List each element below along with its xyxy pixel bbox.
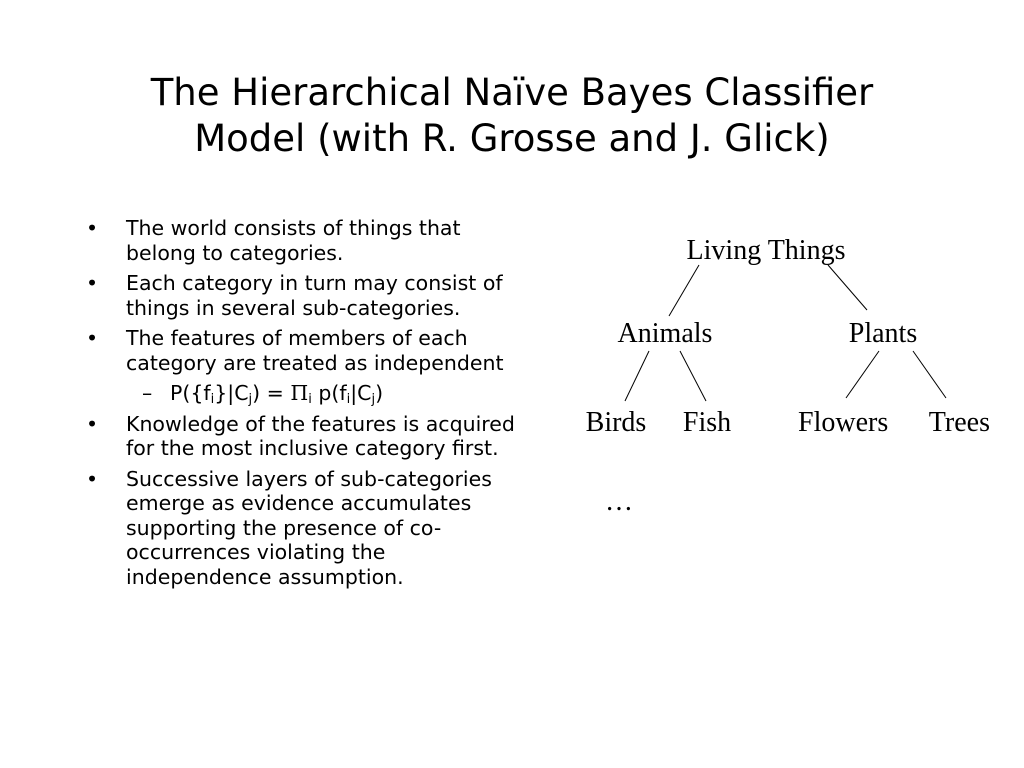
bullet-dot: • [86,271,99,295]
bullet-dot: • [86,411,99,436]
bullet-text: The world consists of things that belong to categories. [126,216,461,265]
formula-part: P({f [170,381,211,405]
bullet-text: Each category in turn may consist of things in several sub-categories. [126,271,503,320]
tree-edge [828,265,867,310]
formula-subscript: i [210,392,215,407]
title-line-1: The Hierarchical Naïve Bayes Classifier [150,71,874,114]
bullet-dot: • [86,466,99,491]
tree-node-fish: Fish [682,407,732,438]
formula-part: }|C [214,381,249,405]
product-symbol: Π [290,381,309,405]
formula-subscript: i [346,392,351,407]
formula-part: p(f [311,381,347,405]
bullet-dot: • [86,216,99,240]
formula-part: ) [375,381,384,405]
tree-node-birds: Birds [585,407,647,438]
title-line-2: Model (with R. Grosse and J. Glick) [194,117,830,160]
formula-subscript: j [248,392,253,407]
bullet-dot: • [86,326,99,350]
tree-node-animals: Animals [617,318,713,349]
bullet-text: Knowledge of the features is acquired for the most inclusive category first. [126,411,515,460]
formula-part: |C [350,381,372,405]
formula-subscript: i [308,392,312,407]
tree-edge [625,351,649,401]
tree-node-flowers: Flowers [798,407,889,438]
tree-node-trees: Trees [928,407,990,438]
sub-bullet-dash: – [142,381,153,405]
tree-edge [669,265,699,316]
formula-part: ) = [252,381,291,405]
tree-edge [846,351,879,398]
bullet-text: Successive layers of sub-categories emerge as evidence accumulates supporting the presence of co-occurrences violating the independence assumption. [126,466,492,589]
formula-subscript: j [371,392,376,407]
bullet-text: The features of members of each category are treated as independent [126,326,504,375]
tree-ellipsis: … [605,486,633,517]
tree-edge [680,351,706,401]
tree-edge [913,351,946,398]
tree-node-root: Living Things [686,235,846,266]
tree-node-plants: Plants [848,318,918,349]
